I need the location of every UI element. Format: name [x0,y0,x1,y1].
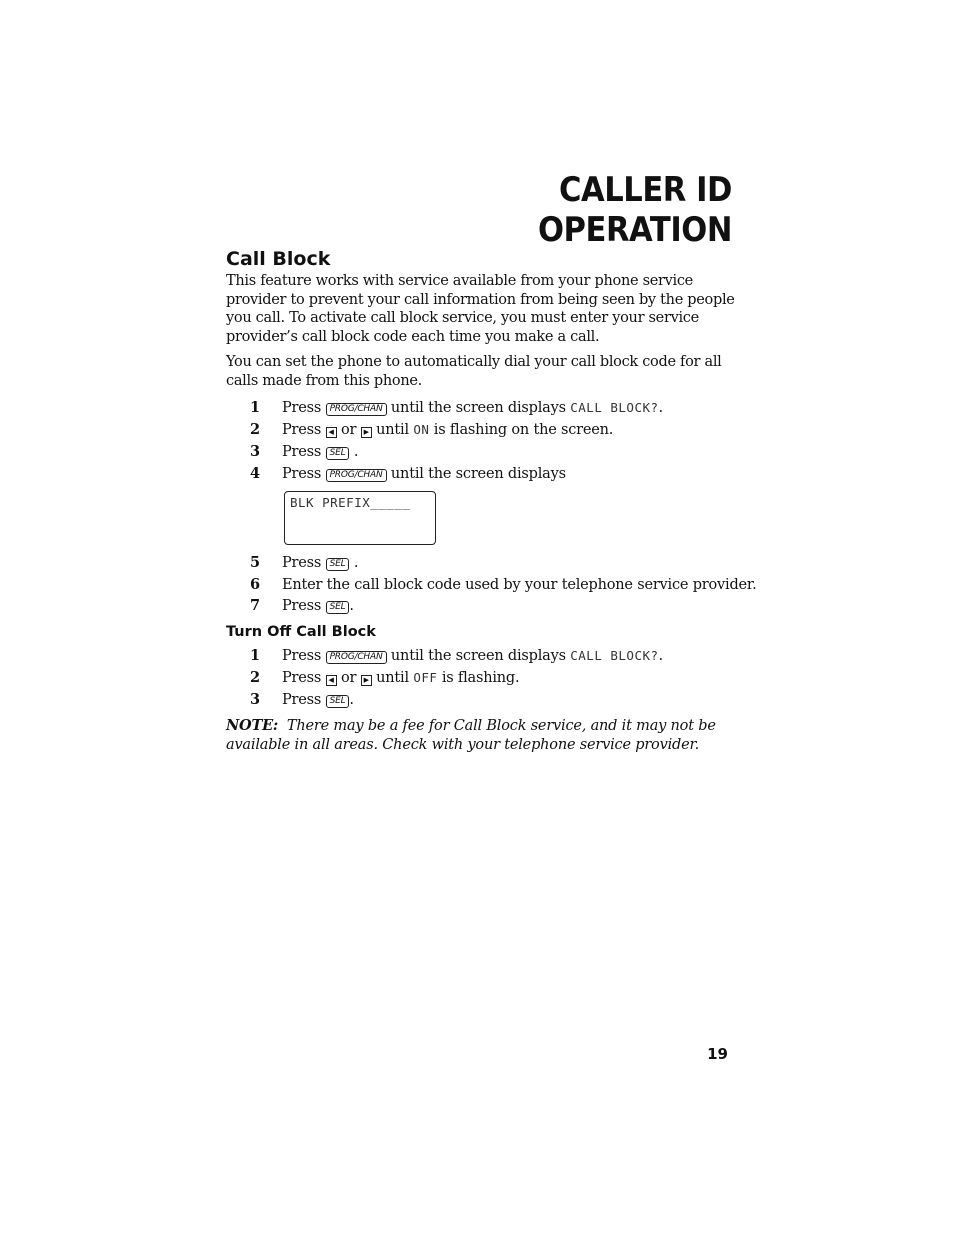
page-title: CALLER ID OPERATION [537,170,732,250]
call-block-heading: Call Block [226,248,331,270]
off-step-2: 2 Press ◀ or ▶ until OFF is flashing. [250,669,520,686]
right-arrow-key-icon: ▶ [361,675,372,686]
step-1: 1 Press PROG/CHAN until the screen displays CALL BLOCK?. [250,399,663,416]
step-3: 3 Press SEL . [250,443,359,460]
sel-key: SEL [326,601,350,614]
lcd-text: OFF [413,670,438,685]
auto-dial-paragraph: You can set the phone to automatically dial your call block code for all calls made from this phone. [226,354,722,389]
step-7: 7 Press SEL . [250,597,354,614]
note [226,716,746,755]
sel-key: SEL [326,695,350,708]
page-number: 19 [707,1045,728,1063]
left-arrow-key-icon: ◀ [326,675,337,686]
prog-chan-key: PROG/CHAN [326,403,387,416]
lcd-display [284,491,436,545]
lcd-text: CALL BLOCK? [570,648,659,663]
note-label: NOTE: [226,717,279,734]
lcd-text: CALL BLOCK? [570,400,659,415]
prog-chan-key: PROG/CHAN [326,469,387,482]
turn-off-heading: Turn Off Call Block [226,624,376,640]
step-4: 4 Press PROG/CHAN until the screen displays [250,465,566,482]
step-5: 5 Press SEL . [250,554,359,571]
off-step-3: 3 Press SEL . [250,691,354,708]
left-arrow-key-icon: ◀ [326,427,337,438]
step-2: 2 Press ◀ or ▶ until ON is flashing on the screen. [250,421,614,438]
intro-paragraph: This feature works with service available from your phone service provider to prevent your call information from being seen by the people you call. To activate call block service, you must enter your service provider’s call block code each time you make a call. [226,273,735,346]
sel-key: SEL [326,558,350,571]
sel-key: SEL [326,447,350,460]
lcd-display-text: BLK PREFIX_____ [290,495,411,510]
note-text: There may be a fee for Call Block service, and it may not be available in all areas. Check with your telephone service provider. [226,718,716,753]
lcd-text: ON [413,422,430,437]
right-arrow-key-icon: ▶ [361,427,372,438]
step-6: 6 Enter the call block code used by your telephone service provider. [250,576,757,593]
prog-chan-key: PROG/CHAN [326,651,387,664]
off-step-1: 1 Press PROG/CHAN until the screen displays CALL BLOCK?. [250,647,663,664]
